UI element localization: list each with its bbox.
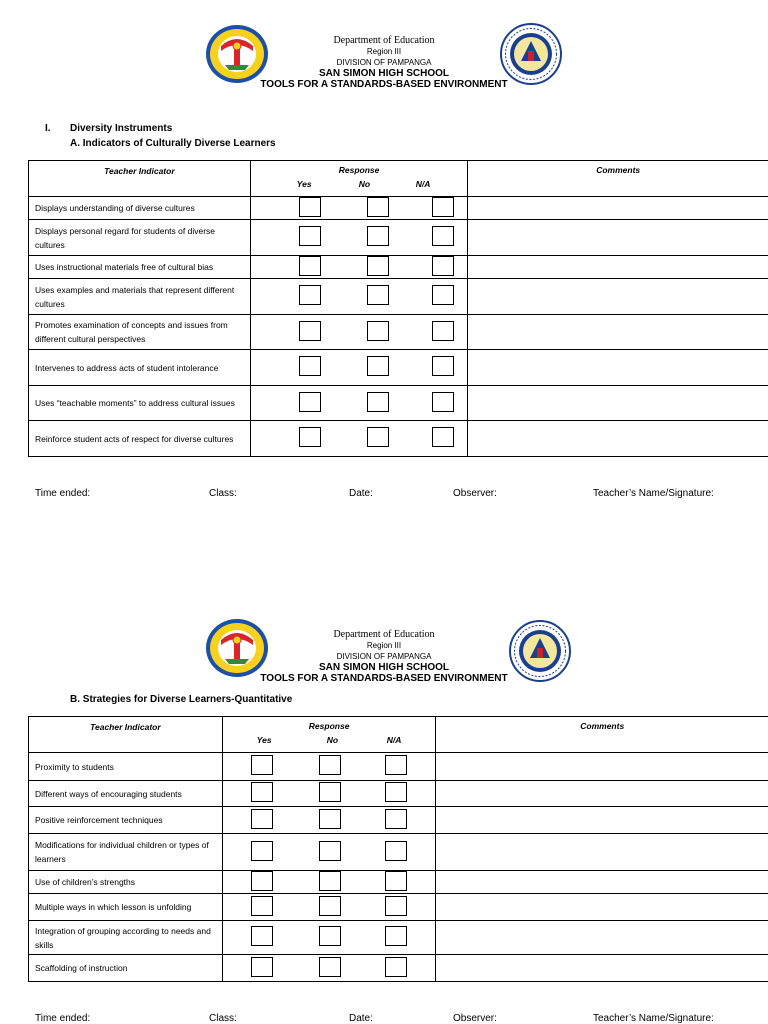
- checkbox-na[interactable]: [385, 782, 407, 802]
- checkbox-yes[interactable]: [299, 392, 321, 412]
- checkbox-no[interactable]: [319, 871, 341, 891]
- response-cell: [250, 256, 468, 279]
- indicator-text: Use of children’s strengths: [29, 871, 223, 894]
- response-cell: [222, 871, 436, 894]
- checkbox-na[interactable]: [432, 321, 454, 341]
- indicator-text: Displays personal regard for students of diverse cultures: [29, 220, 251, 256]
- indicator-text: Displays understanding of diverse cultures: [29, 197, 251, 220]
- response-cell: [222, 955, 436, 982]
- table-row: [29, 350, 768, 386]
- checkbox-yes[interactable]: [251, 957, 273, 977]
- indicator-text: Promotes examination of concepts and issues from different cultural perspectives: [29, 315, 251, 350]
- checkbox-no[interactable]: [367, 197, 389, 217]
- checkbox-na[interactable]: [385, 841, 407, 861]
- indicator-text: Reinforce student acts of respect for diverse cultures: [29, 421, 251, 457]
- checkbox-na[interactable]: [432, 356, 454, 376]
- checkbox-no[interactable]: [319, 755, 341, 775]
- response-cell: [222, 834, 436, 871]
- footer-class-page2: Class:: [209, 1013, 237, 1024]
- response-na-label: N/A: [386, 735, 402, 745]
- checkbox-no[interactable]: [367, 256, 389, 276]
- checkbox-na[interactable]: [385, 896, 407, 916]
- footer-teacher-signature-page2: Teacher’s Name/Signature:: [593, 1013, 714, 1024]
- checkbox-yes[interactable]: [299, 356, 321, 376]
- table-row: [29, 807, 768, 834]
- checkbox-no[interactable]: [367, 321, 389, 341]
- table-row: [29, 781, 768, 807]
- checkbox-na[interactable]: [385, 809, 407, 829]
- table-row: [29, 894, 768, 921]
- checkbox-yes[interactable]: [251, 755, 273, 775]
- checkbox-no[interactable]: [319, 841, 341, 861]
- response-title: Response: [338, 165, 380, 175]
- table-row: [29, 256, 768, 279]
- response-cell: [222, 894, 436, 921]
- comments-cell[interactable]: [436, 781, 768, 807]
- table-row: [29, 871, 768, 894]
- department-name: Department of Education: [333, 629, 435, 640]
- response-cell: [250, 197, 468, 220]
- division-name: DIVISION OF PAMPANGA: [336, 652, 432, 661]
- table-a-body: [29, 197, 768, 457]
- section-subheading-b: B. Strategies for Diverse Learners-Quantitative: [70, 694, 293, 705]
- table-row: [29, 753, 768, 781]
- checkbox-yes[interactable]: [251, 871, 273, 891]
- region-name: Region III: [366, 641, 402, 650]
- checkbox-no[interactable]: [319, 782, 341, 802]
- table-row: [29, 315, 768, 350]
- indicator-text: Uses “teachable moments” to address cultural issues: [29, 386, 251, 421]
- response-yes-label: Yes: [256, 735, 272, 745]
- comments-cell[interactable]: [468, 315, 768, 350]
- section-subheading-a: A. Indicators of Culturally Diverse Learners: [70, 138, 276, 149]
- section-roman: I.: [45, 123, 51, 134]
- checkbox-no[interactable]: [367, 356, 389, 376]
- checkbox-na[interactable]: [432, 427, 454, 447]
- comments-cell[interactable]: [468, 279, 768, 315]
- response-no-label: No: [326, 735, 339, 745]
- comments-cell[interactable]: [468, 386, 768, 421]
- table-row: [29, 220, 768, 256]
- checkbox-yes[interactable]: [251, 926, 273, 946]
- checkbox-yes[interactable]: [299, 321, 321, 341]
- indicator-text: Uses examples and materials that represent different cultures: [29, 279, 251, 315]
- table-row: [29, 279, 768, 315]
- header-response: [222, 717, 436, 753]
- checkbox-na[interactable]: [432, 226, 454, 246]
- response-cell: [222, 807, 436, 834]
- document-header: [0, 35, 768, 90]
- checkbox-na[interactable]: [385, 926, 407, 946]
- footer-time-ended: Time ended:: [35, 488, 91, 499]
- response-na-label: N/A: [415, 179, 431, 189]
- response-cell: [250, 315, 468, 350]
- table-header-row: [29, 717, 768, 753]
- checkbox-yes[interactable]: [299, 226, 321, 246]
- school-name: SAN SIMON HIGH SCHOOL: [318, 68, 449, 79]
- table-row: [29, 921, 768, 955]
- table-header-row: [29, 161, 768, 197]
- comments-cell[interactable]: [468, 197, 768, 220]
- checkbox-yes[interactable]: [251, 782, 273, 802]
- table-row: [29, 421, 768, 457]
- table-row: [29, 386, 768, 421]
- comments-cell[interactable]: [436, 921, 768, 955]
- document-title: TOOLS FOR A STANDARDS-BASED ENVIRONMENT: [260, 673, 508, 684]
- checkbox-na[interactable]: [385, 957, 407, 977]
- table-row: [29, 834, 768, 871]
- department-name: Department of Education: [333, 35, 435, 46]
- comments-cell[interactable]: [468, 220, 768, 256]
- response-cell: [250, 386, 468, 421]
- footer-observer: Observer:: [453, 488, 497, 499]
- response-title: Response: [308, 721, 350, 731]
- checkbox-no[interactable]: [367, 392, 389, 412]
- response-cell: [250, 220, 468, 256]
- header-comments: Comments: [468, 161, 768, 197]
- document-title: TOOLS FOR A STANDARDS-BASED ENVIRONMENT: [260, 79, 508, 90]
- school-name: SAN SIMON HIGH SCHOOL: [318, 662, 449, 673]
- checkbox-na[interactable]: [432, 285, 454, 305]
- checkbox-yes[interactable]: [299, 285, 321, 305]
- checkbox-no[interactable]: [367, 226, 389, 246]
- checkbox-na[interactable]: [385, 755, 407, 775]
- footer-date: Date:: [349, 488, 373, 499]
- header-comments: Comments: [436, 717, 768, 753]
- response-cell: [222, 921, 436, 955]
- response-cell: [250, 421, 468, 457]
- comments-cell[interactable]: [436, 955, 768, 982]
- indicator-text: Proximity to students: [29, 753, 223, 781]
- comments-cell[interactable]: [436, 753, 768, 781]
- table-b: [28, 716, 768, 982]
- region-name: Region III: [366, 47, 402, 56]
- header-teacher-indicator: Teacher Indicator: [29, 717, 223, 753]
- document-header-page2: [0, 629, 768, 684]
- comments-cell[interactable]: [468, 421, 768, 457]
- indicator-text: Scaffolding of instruction: [29, 955, 223, 982]
- table-b-body: [29, 753, 768, 982]
- footer-class: Class:: [209, 488, 237, 499]
- section-heading: Diversity Instruments: [70, 123, 173, 134]
- checkbox-no[interactable]: [319, 957, 341, 977]
- footer-observer-page2: Observer:: [453, 1013, 497, 1024]
- checkbox-na[interactable]: [432, 197, 454, 217]
- response-cell: [250, 350, 468, 386]
- comments-cell[interactable]: [468, 256, 768, 279]
- comments-cell[interactable]: [436, 807, 768, 834]
- indicator-text: Different ways of encouraging students: [29, 781, 223, 807]
- checkbox-na[interactable]: [432, 392, 454, 412]
- checkbox-no[interactable]: [319, 926, 341, 946]
- table-row: [29, 955, 768, 982]
- checkbox-na[interactable]: [385, 871, 407, 891]
- response-yes-label: Yes: [296, 179, 312, 189]
- footer-date-page2: Date:: [349, 1013, 373, 1024]
- checkbox-yes[interactable]: [299, 427, 321, 447]
- header-response: [250, 161, 468, 197]
- checkbox-yes[interactable]: [299, 197, 321, 217]
- indicator-text: Modifications for individual children or types of learners: [29, 834, 223, 871]
- footer-teacher-signature: Teacher’s Name/Signature:: [593, 488, 714, 499]
- checkbox-yes[interactable]: [299, 256, 321, 276]
- checkbox-na[interactable]: [432, 256, 454, 276]
- response-no-label: No: [358, 179, 371, 189]
- division-name: DIVISION OF PAMPANGA: [336, 58, 432, 67]
- checkbox-yes[interactable]: [251, 841, 273, 861]
- comments-cell[interactable]: [436, 894, 768, 921]
- response-cell: [222, 781, 436, 807]
- indicator-text: Uses instructional materials free of cultural bias: [29, 256, 251, 279]
- response-cell: [222, 753, 436, 781]
- table-row: [29, 197, 768, 220]
- indicator-text: Multiple ways in which lesson is unfolding: [29, 894, 223, 921]
- checkbox-yes[interactable]: [251, 896, 273, 916]
- header-teacher-indicator: Teacher Indicator: [29, 161, 251, 197]
- comments-cell[interactable]: [468, 350, 768, 386]
- footer-time-ended-page2: Time ended:: [35, 1013, 91, 1024]
- indicator-text: Integration of grouping according to needs and skills: [29, 921, 223, 955]
- checkbox-no[interactable]: [367, 285, 389, 305]
- comments-cell[interactable]: [436, 834, 768, 871]
- comments-cell[interactable]: [436, 871, 768, 894]
- checkbox-no[interactable]: [367, 427, 389, 447]
- indicator-text: Positive reinforcement techniques: [29, 807, 223, 834]
- checkbox-no[interactable]: [319, 896, 341, 916]
- table-a: [28, 160, 768, 457]
- checkbox-no[interactable]: [319, 809, 341, 829]
- indicator-text: Intervenes to address acts of student intolerance: [29, 350, 251, 386]
- response-cell: [250, 279, 468, 315]
- checkbox-yes[interactable]: [251, 809, 273, 829]
